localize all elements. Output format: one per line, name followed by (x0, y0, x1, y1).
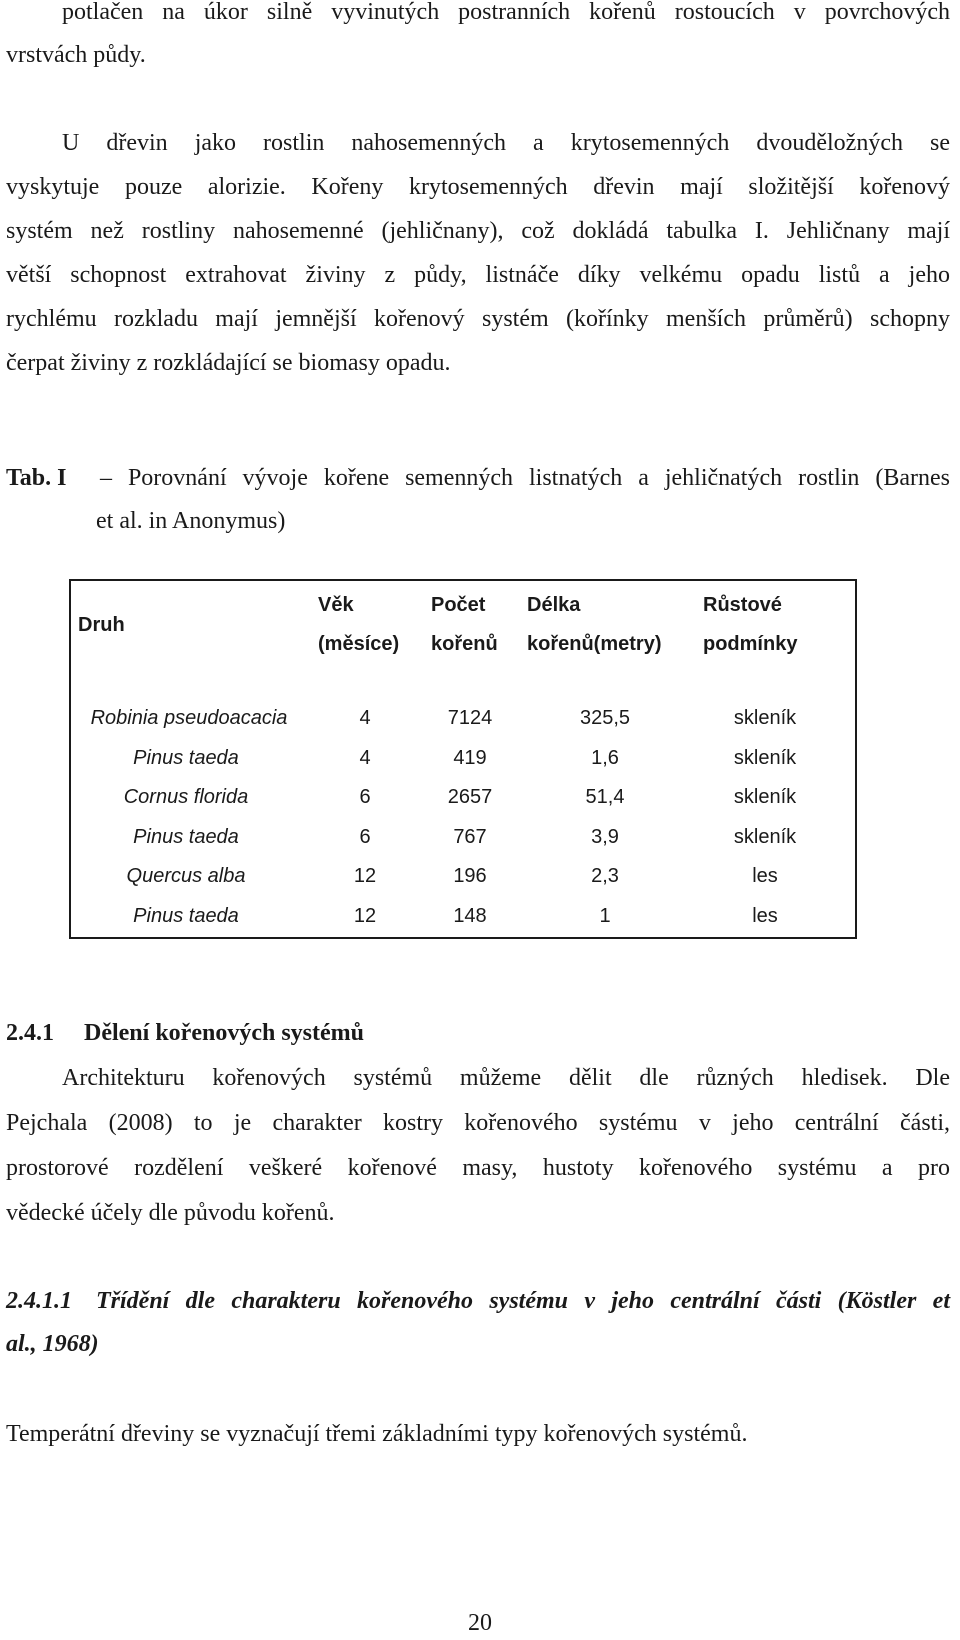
paragraph-line: potlačen na úkor silně vyvinutých postranních kořenů rostoucích v povrchových (62, 0, 950, 25)
table-cell-root-count: 148 (453, 905, 487, 927)
table-header-pocet-line2: kořenů (431, 633, 498, 655)
table-header-rustove: Růstové (703, 594, 782, 616)
table-cell-root-count: 7124 (447, 707, 493, 729)
table-cell-species: Robinia pseudoacacia (90, 707, 288, 729)
subsection-heading: 2.4.1.1 Třídění dle charakteru kořenového systému v jeho centrální části (Köstler et (6, 1288, 950, 1314)
table-cell-age: 6 (359, 826, 371, 848)
table-cell-root-length: 3,9 (591, 826, 619, 848)
table-cell-root-length: 2,3 (591, 865, 619, 887)
table-cell-root-count: 196 (453, 865, 487, 887)
table-cell-root-count: 767 (453, 826, 487, 848)
paragraph-line: rychlému rozkladu mají jemnější kořenový systém (kořínky menších průměrů) schopny (6, 306, 950, 332)
table-caption-continuation: et al. in Anonymus) (96, 508, 286, 534)
table-cell-species: Quercus alba (126, 865, 246, 887)
paragraph-line: čerpat živiny z rozkládající se biomasy opadu. (6, 350, 451, 376)
table-caption-label: Tab. I (6, 465, 67, 491)
table-cell-conditions: les (752, 905, 778, 927)
page-number: 20 (468, 1610, 492, 1636)
table-cell-age: 6 (359, 786, 371, 808)
subsection-heading-continuation: al., 1968) (6, 1331, 99, 1357)
table-cell-species: Pinus taeda (133, 826, 239, 848)
table-caption-text: – Porovnání vývoje kořene semenných listnatých a jehličnatých rostlin (Barnes (100, 465, 950, 491)
table-cell-root-length: 1 (599, 905, 611, 927)
paragraph-line: Temperátní dřeviny se vyznačují třemi základními typy kořenových systémů. (6, 1421, 748, 1447)
table-header-druh: Druh (78, 614, 125, 636)
paragraph-line: vědecké účely dle původu kořenů. (6, 1200, 335, 1226)
table-cell-root-length: 1,6 (591, 747, 619, 769)
table-header-vek: Věk (318, 594, 354, 616)
table-cell-species: Pinus taeda (133, 747, 239, 769)
table-cell-conditions: skleník (733, 747, 797, 769)
table-cell-root-count: 2657 (447, 786, 493, 808)
paragraph-line: prostorové rozdělení veškeré kořenové masy, hustoty kořenového systému a pro (6, 1155, 950, 1181)
table-cell-age: 12 (353, 865, 377, 887)
paragraph-line: systém než rostliny nahosemenné (jehličnany), což dokládá tabulka I. Jehličnany mají (6, 218, 950, 244)
paragraph-line: vyskytuje pouze alorizie. Kořeny krytosemenných dřevin mají složitější kořenový (6, 174, 950, 200)
table-cell-age: 4 (359, 747, 371, 769)
table-header-delka-unit: kořenů(metry) (527, 633, 662, 655)
table-cell-species: Cornus florida (123, 786, 249, 808)
table-header-delka: Délka (527, 594, 581, 616)
section-heading: 2.4.1 Dělení kořenových systémů (6, 1020, 364, 1046)
table-cell-root-length: 325,5 (579, 707, 631, 729)
table-cell-age: 4 (359, 707, 371, 729)
table-cell-conditions: skleník (733, 826, 797, 848)
table-header-pocet: Počet (431, 594, 486, 616)
paragraph-line: U dřevin jako rostlin nahosemenných a krytosemenných dvouděložných se (62, 130, 950, 156)
table-cell-conditions: les (752, 865, 778, 887)
table-cell-root-count: 419 (453, 747, 487, 769)
paragraph-line: Architekturu kořenových systémů můžeme dělit dle různých hledisek. Dle (62, 1065, 950, 1091)
paragraph-line: vrstvách půdy. (6, 42, 146, 68)
table-header-vek-unit: (měsíce) (318, 633, 400, 655)
table-cell-species: Pinus taeda (133, 905, 239, 927)
table-cell-root-length: 51,4 (585, 786, 625, 808)
paragraph-line: Pejchala (2008) to je charakter kostry kořenového systému v jeho centrální části, (6, 1110, 950, 1136)
paragraph-line: větší schopnost extrahovat živiny z půdy, listnáče díky velkému opadu listů a jeho (6, 262, 950, 288)
table-cell-conditions: skleník (733, 786, 797, 808)
table-cell-age: 12 (353, 905, 377, 927)
table-header-rustove-line2: podmínky (703, 633, 798, 655)
table-cell-conditions: skleník (733, 707, 797, 729)
